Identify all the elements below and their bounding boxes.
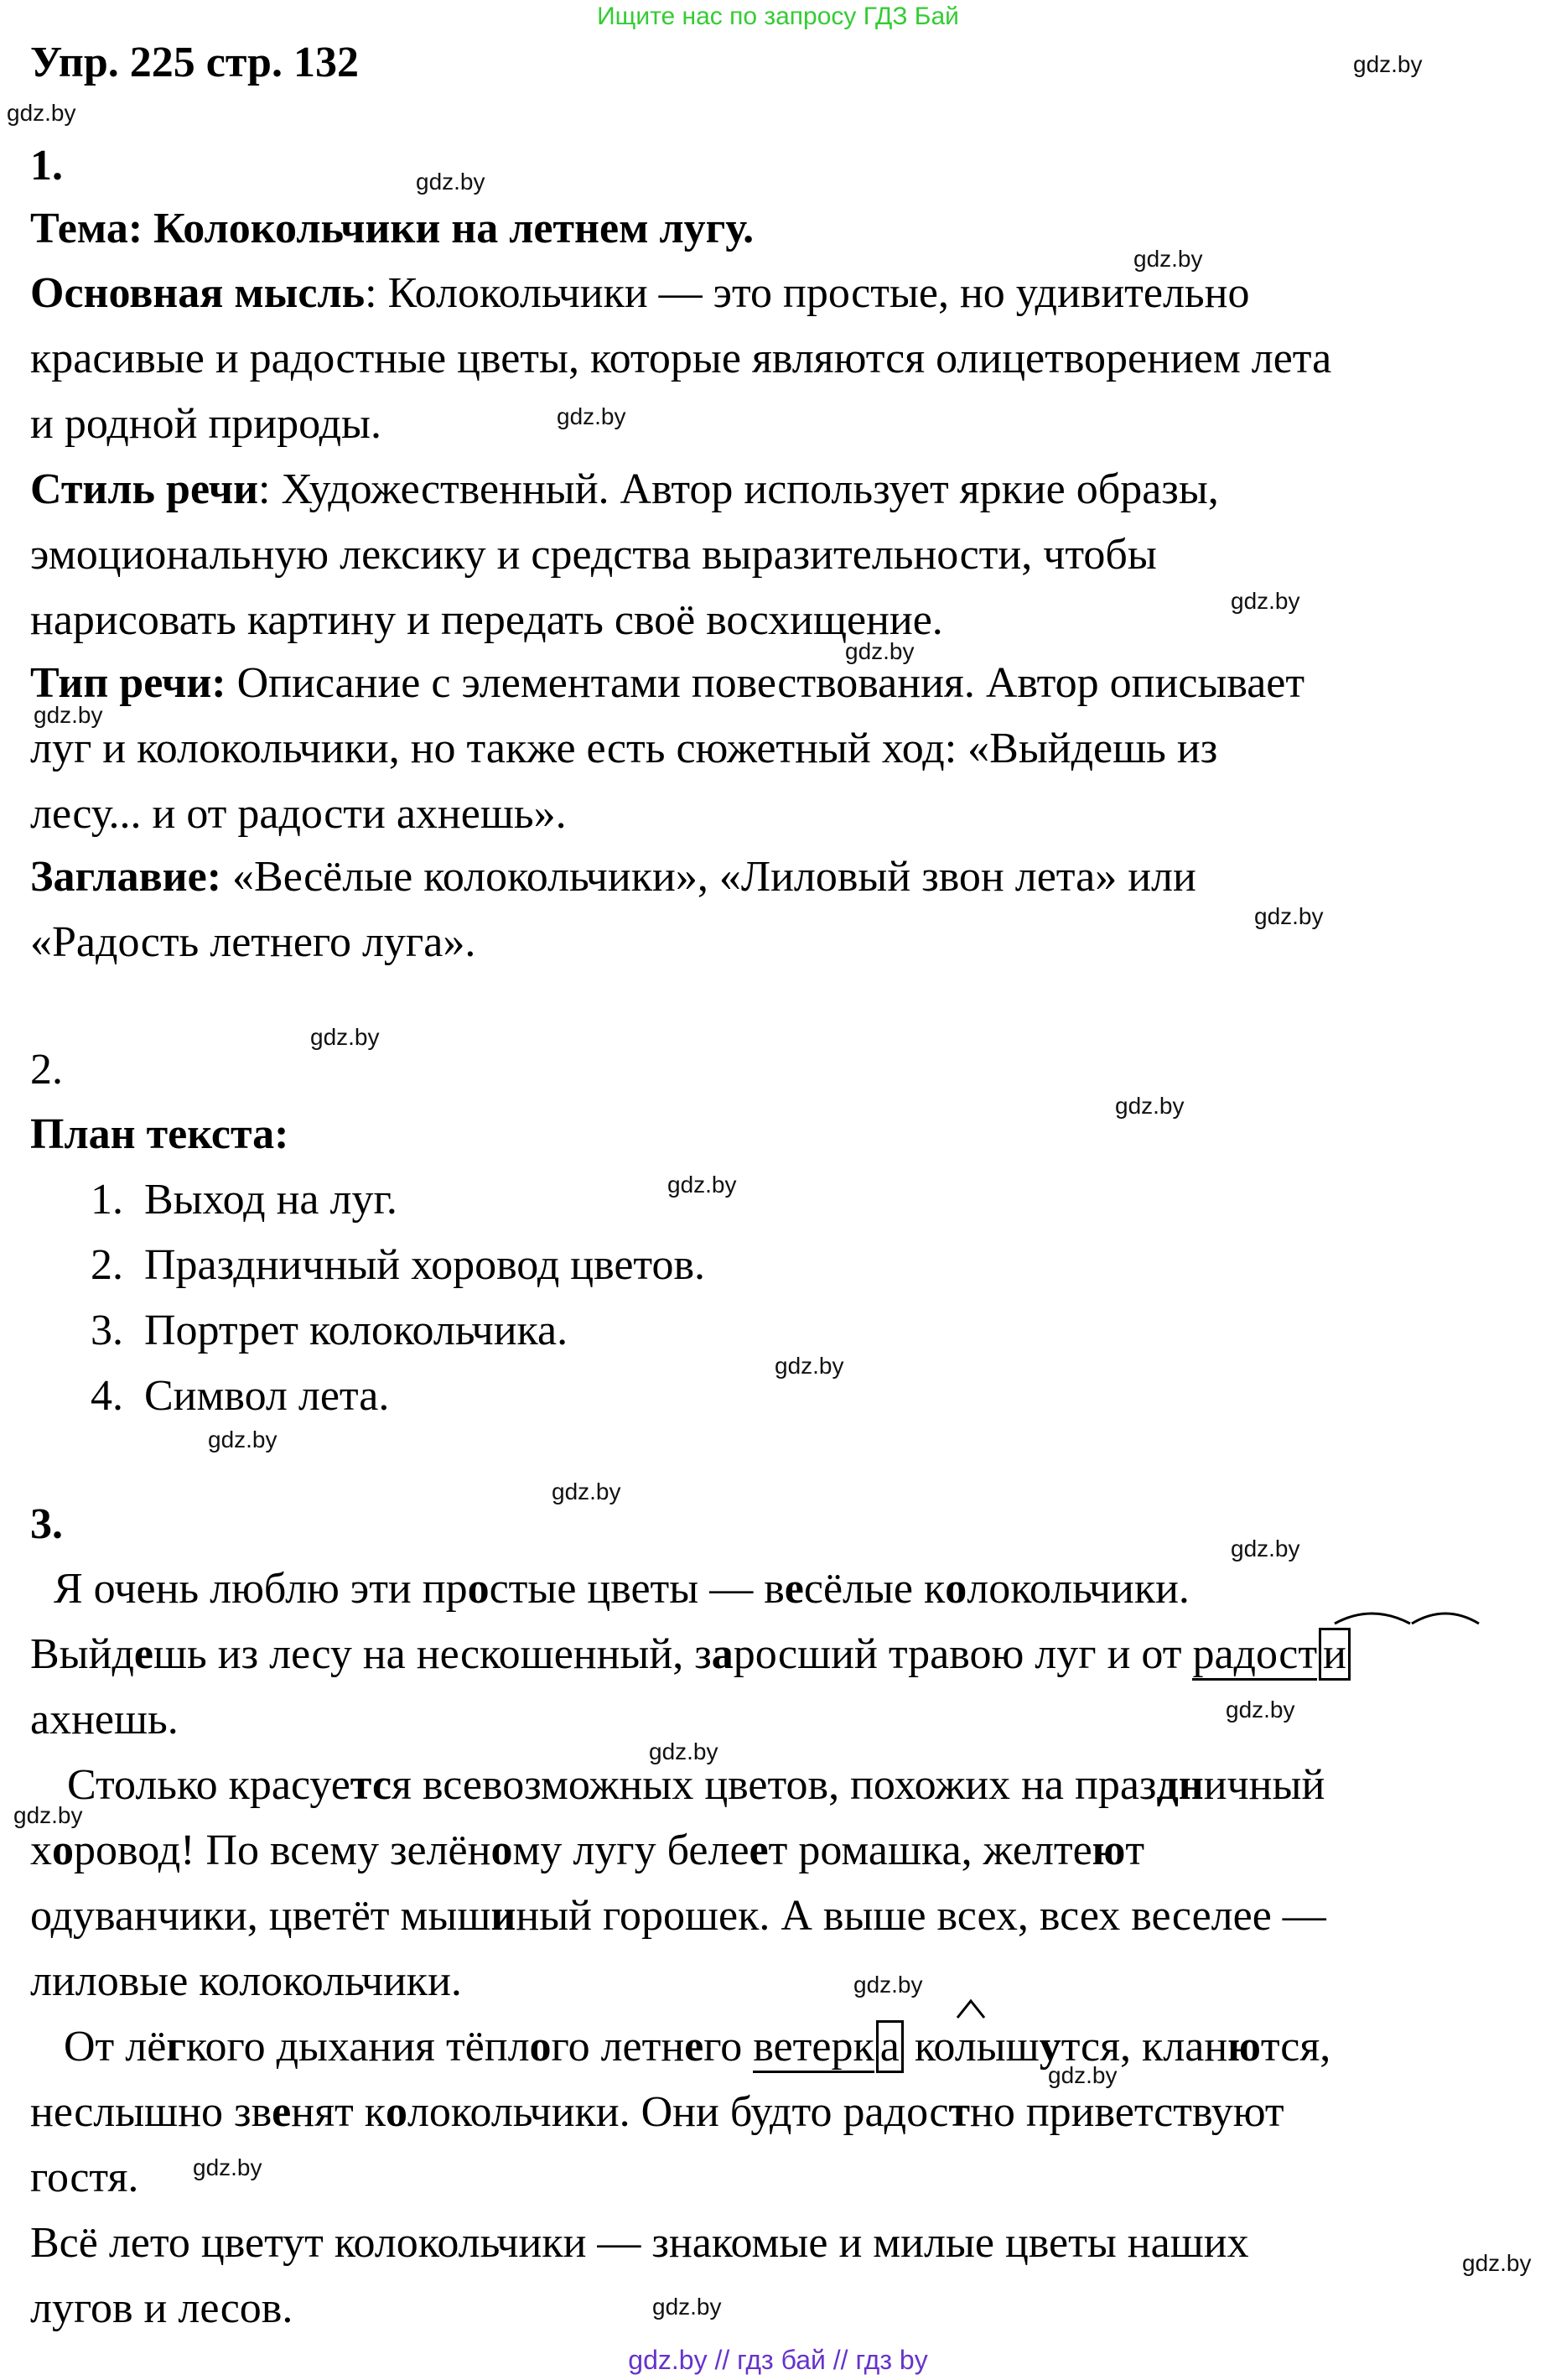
style-line-1 xyxy=(30,462,1219,517)
title-text-1: «Весёлые колокольчики», «Лиловый звон лета» или xyxy=(221,853,1196,901)
text-fragment: сёлые к xyxy=(803,1565,946,1613)
highlighted-letter: о xyxy=(385,2088,407,2136)
plan-label: План текста: xyxy=(30,1110,289,1158)
suffix-mark xyxy=(954,1998,988,2019)
highlighted-letter: е xyxy=(272,2088,292,2136)
text-fragment: локольчики. Они будто радос xyxy=(407,2088,949,2136)
theme-line xyxy=(30,201,754,257)
watermark: gdz.by xyxy=(1231,588,1300,614)
plan-item-number: 4. xyxy=(91,1372,123,1420)
text-fragment: кого дыхания тёпл xyxy=(185,2023,530,2071)
watermark: gdz.by xyxy=(310,1024,380,1050)
exercise-header: Упр. 225 стр. 132 xyxy=(30,39,359,86)
text-fragment: стые цветы — в xyxy=(489,1565,785,1613)
type-line-1 xyxy=(30,656,1304,711)
text-fragment: Выйд xyxy=(30,1630,134,1678)
plan-item-text: Портрет колокольчика. xyxy=(144,1307,568,1354)
highlighted-letter: г xyxy=(166,2023,186,2071)
highlighted-letter: о xyxy=(52,1827,74,1874)
watermark: gdz.by xyxy=(13,1802,83,1828)
highlighted-letter: е xyxy=(684,2023,704,2071)
type-line-2: луг и колокольчики, но также есть сюжетный ход: «Выйдешь из xyxy=(30,725,1218,772)
text-fragment: От лё xyxy=(64,2023,167,2071)
ending-box: а xyxy=(876,2020,904,2073)
text-line-7: лиловые колокольчики. xyxy=(30,1957,462,2005)
text-fragment: ровод! По всему зелён xyxy=(74,1827,491,1874)
text-fragment: т xyxy=(1125,1827,1145,1874)
morpheme-arcs xyxy=(1331,1603,1499,1627)
text-line-5 xyxy=(30,1823,1144,1879)
plan-item-text: Праздничный хоровод цветов. xyxy=(144,1241,706,1289)
watermark: gdz.by xyxy=(552,1478,621,1504)
watermark: gdz.by xyxy=(845,638,915,664)
text-line-3: ахнешь. xyxy=(30,1696,179,1743)
plan-item xyxy=(91,1303,568,1359)
highlighted-letter: ю xyxy=(1092,1827,1126,1874)
watermark: gdz.by xyxy=(853,1972,923,1998)
watermark: gdz.by xyxy=(775,1353,844,1379)
text-fragment: я всевозможных цветов, похожих на праз xyxy=(392,1761,1157,1809)
watermark: gdz.by xyxy=(557,403,626,429)
text-fragment: му лугу беле xyxy=(512,1827,749,1874)
text-line-6 xyxy=(30,1889,1326,1944)
word-stem-underline: ветерк xyxy=(753,2023,874,2073)
watermark: gdz.by xyxy=(1115,1093,1185,1119)
type-label: Тип речи: xyxy=(30,659,226,707)
highlighted-letter: о xyxy=(467,1565,490,1613)
watermark: gdz.by xyxy=(193,2154,262,2180)
footer-links: gdz.by // гдз бай // гдз by xyxy=(628,2345,928,2375)
section-1-number: 1. xyxy=(30,142,63,190)
plan-item-number: 2. xyxy=(91,1241,123,1289)
plan-item-text: Выход на луг. xyxy=(144,1176,397,1224)
highlighted-letter: е xyxy=(133,1630,153,1678)
section-3-number: 3. xyxy=(30,1500,63,1548)
watermark: gdz.by xyxy=(667,1172,737,1198)
text-fragment: одуванчики, цветёт мыш xyxy=(30,1892,491,1940)
plan-item xyxy=(91,1238,705,1293)
text-fragment: го xyxy=(703,2023,754,2071)
idea-label: Основная мысль xyxy=(30,269,366,317)
text-fragment: локольчики. xyxy=(967,1565,1190,1613)
text-fragment: Столько красуе xyxy=(67,1761,350,1809)
plan-item-number: 3. xyxy=(91,1307,123,1354)
text-line-8 xyxy=(64,2019,1330,2075)
idea-line-1 xyxy=(30,266,1249,321)
theme-text: Колокольчики на летнем лугу. xyxy=(143,205,755,252)
theme-label: Тема: xyxy=(30,205,143,252)
highlighted-letter: ю xyxy=(1227,2023,1261,2071)
idea-text-1: : Колокольчики — это простые, но удивительно xyxy=(365,269,1250,317)
watermark: gdz.by xyxy=(1048,2062,1118,2088)
watermark: gdz.by xyxy=(1353,51,1423,77)
plan-item xyxy=(91,1172,397,1228)
highlighted-letter: е xyxy=(784,1565,804,1613)
text-fragment: го летн xyxy=(551,2023,685,2071)
watermark: gdz.by xyxy=(1231,1536,1300,1562)
idea-line-3: и родной природы. xyxy=(30,400,381,448)
watermark: gdz.by xyxy=(208,1426,277,1452)
text-fragment: неслышно зв xyxy=(30,2088,272,2136)
highlighted-letter: а xyxy=(711,1630,734,1678)
text-fragment: но приветствуют xyxy=(970,2088,1284,2136)
highlighted-letter: е xyxy=(749,1827,769,1874)
style-line-2: эмоциональную лексику и средства выразительности, чтобы xyxy=(30,531,1157,579)
ending-box: и xyxy=(1319,1628,1351,1681)
title-label: Заглавие: xyxy=(30,853,222,901)
type-text-1: Описание с элементами повествования. Автор описывает xyxy=(226,659,1305,707)
text-fragment: тся, клан xyxy=(1061,2023,1228,2071)
text-line-10: гостя. xyxy=(30,2154,139,2201)
highlighted-letter: и xyxy=(490,1892,516,1940)
plan-item xyxy=(91,1369,389,1424)
section-2-number: 2. xyxy=(30,1046,63,1094)
watermark: gdz.by xyxy=(34,702,103,728)
text-fragment: тся, xyxy=(1260,2023,1331,2071)
plan-item-number: 1. xyxy=(91,1176,123,1224)
text-fragment: ный горошек. А выше всех, всех веселее — xyxy=(516,1892,1326,1940)
style-line-3: нарисовать картину и передать своё восхищение. xyxy=(30,596,943,644)
text-fragment: Я очень люблю эти пр xyxy=(54,1565,468,1613)
text-fragment: шь из лесу на нескошенный, з xyxy=(153,1630,712,1678)
highlighted-letter: о xyxy=(529,2023,552,2071)
watermark: gdz.by xyxy=(649,1738,718,1764)
idea-line-2: красивые и радостные цветы, которые являются олицетворением лета xyxy=(30,335,1332,382)
highlighted-letter: т xyxy=(948,2088,970,2136)
text-fragment: колыш xyxy=(903,2023,1040,2071)
type-line-3: лесу... и от радости ахнешь». xyxy=(30,790,567,838)
text-line-12: лугов и лесов. xyxy=(30,2284,293,2332)
highlighted-letter: о xyxy=(490,1827,513,1874)
highlighted-letter: тс xyxy=(350,1761,392,1809)
text-line-11: Всё лето цветут колокольчики — знакомые и милые цветы наших xyxy=(30,2219,1249,2267)
text-fragment: нят к xyxy=(291,2088,386,2136)
plan-item-text: Символ лета. xyxy=(144,1372,390,1420)
watermark: gdz.by xyxy=(652,2294,722,2320)
title-line-2: «Радость летнего луга». xyxy=(30,918,476,966)
watermark: gdz.by xyxy=(1133,246,1203,272)
highlighted-letter: о xyxy=(945,1565,967,1613)
watermark: gdz.by xyxy=(416,169,485,195)
text-fragment: ичный xyxy=(1203,1761,1325,1809)
text-line-9 xyxy=(30,2085,1284,2140)
text-line-2 xyxy=(30,1627,1351,1682)
text-fragment: т ромашка, желте xyxy=(768,1827,1092,1874)
watermark: gdz.by xyxy=(1226,1697,1295,1723)
watermark: gdz.by xyxy=(7,100,76,126)
highlighted-letter: дн xyxy=(1156,1761,1204,1809)
word-root-underline: радост xyxy=(1192,1630,1317,1681)
style-label: Стиль речи xyxy=(30,465,259,513)
watermark: gdz.by xyxy=(1462,2250,1532,2276)
text-fragment: росший травою луг и от xyxy=(733,1630,1193,1678)
title-line-1 xyxy=(30,850,1196,905)
text-line-1 xyxy=(54,1562,1190,1617)
style-text-1: : Художественный. Автор использует яркие образы, xyxy=(258,465,1219,513)
text-fragment: х xyxy=(30,1827,52,1874)
watermark: gdz.by xyxy=(1254,903,1324,929)
search-banner: Ищите нас по запросу ГДЗ Бай xyxy=(597,3,959,30)
highlighted-letter: у xyxy=(1039,2023,1061,2071)
